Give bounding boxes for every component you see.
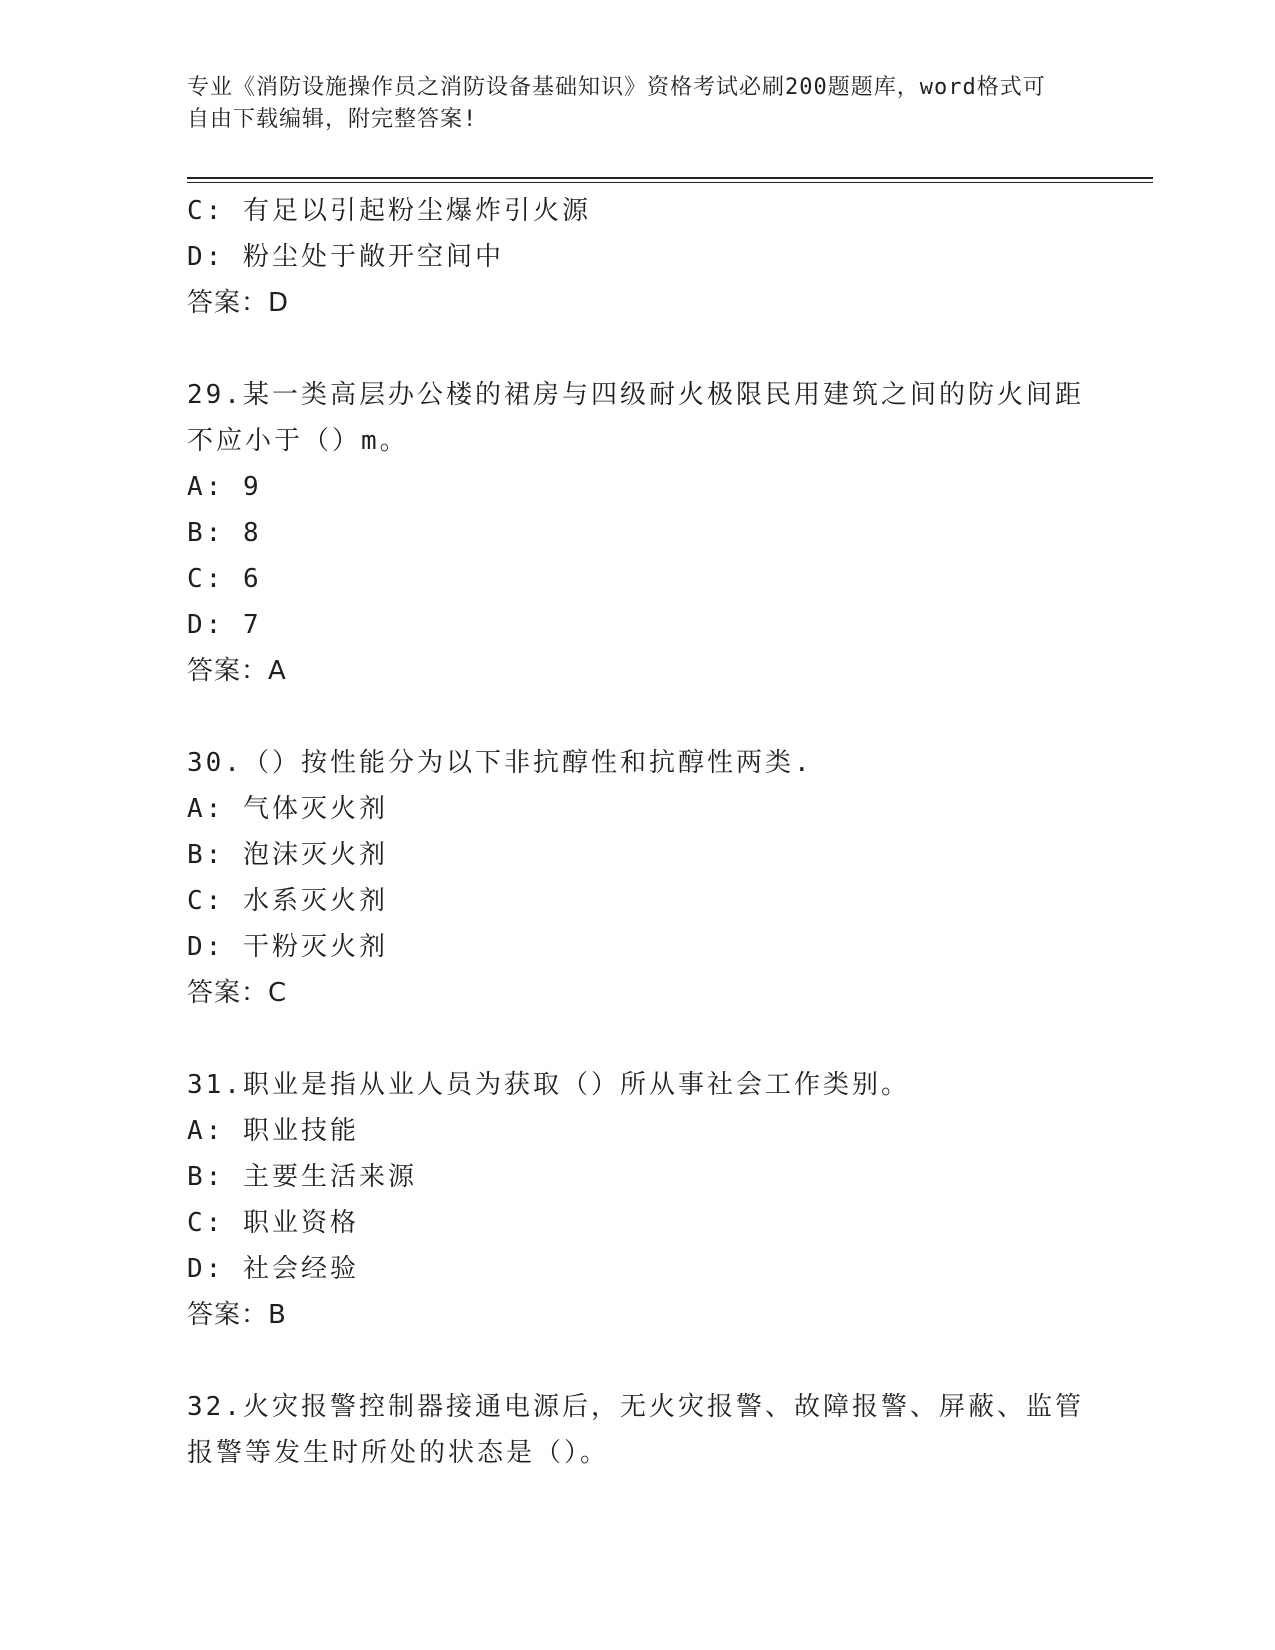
question-text: 31.职业是指从业人员为获取（）所从事社会工作类别。 [187,1070,910,1100]
answer-line: 答案：B [187,1300,287,1330]
option-d: D: 粉尘处于敞开空间中 [187,242,504,272]
spacer [187,1016,1087,1062]
option-a: A: 职业技能 [187,1116,359,1146]
spacer [187,1338,1087,1384]
question-text: 30.（）按性能分为以下非抗醇性和抗醇性两类. [187,748,813,778]
spacer [187,326,1087,372]
option-b: B: 泡沫灭火剂 [187,840,388,870]
option-b: B: 主要生活来源 [187,1162,417,1192]
option-d: D: 干粉灭火剂 [187,932,388,962]
question-text: 29.某一类高层办公楼的裙房与四级耐火极限民用建筑之间的防火间距不应小于（）m。 [187,380,1084,456]
document-header: 专业《消防设施操作员之消防设备基础知识》资格考试必刷200题题库，word格式可自由下载编辑，附完整答案! [187,75,1046,132]
question-31 [187,1062,1087,1338]
option-b: B: 8 [187,518,262,548]
option-a: A: 气体灭火剂 [187,794,388,824]
answer-line: 答案：A [187,656,287,686]
question-content [187,188,1087,1476]
option-c: C: 水系灭火剂 [187,886,388,916]
question-text: 32.火灾报警控制器接通电源后，无火灾报警、故障报警、屏蔽、监管报警等发生时所处的状态是（）。 [187,1392,1084,1468]
option-d: D: 社会经验 [187,1254,359,1284]
answer-line: 答案：C [187,978,288,1008]
header-divider-thin [187,182,1153,183]
answer-line: 答案：D [187,288,290,318]
question-partial [187,188,1087,326]
option-a: A: 9 [187,472,262,502]
question-32 [187,1384,1087,1476]
option-d: D: 7 [187,610,262,640]
question-29 [187,372,1087,694]
option-c: C: 有足以引起粉尘爆炸引火源 [187,196,591,226]
header-divider-thick [187,177,1153,179]
option-c: C: 6 [187,564,262,594]
question-30 [187,740,1087,1016]
option-c: C: 职业资格 [187,1208,359,1238]
spacer [187,694,1087,740]
